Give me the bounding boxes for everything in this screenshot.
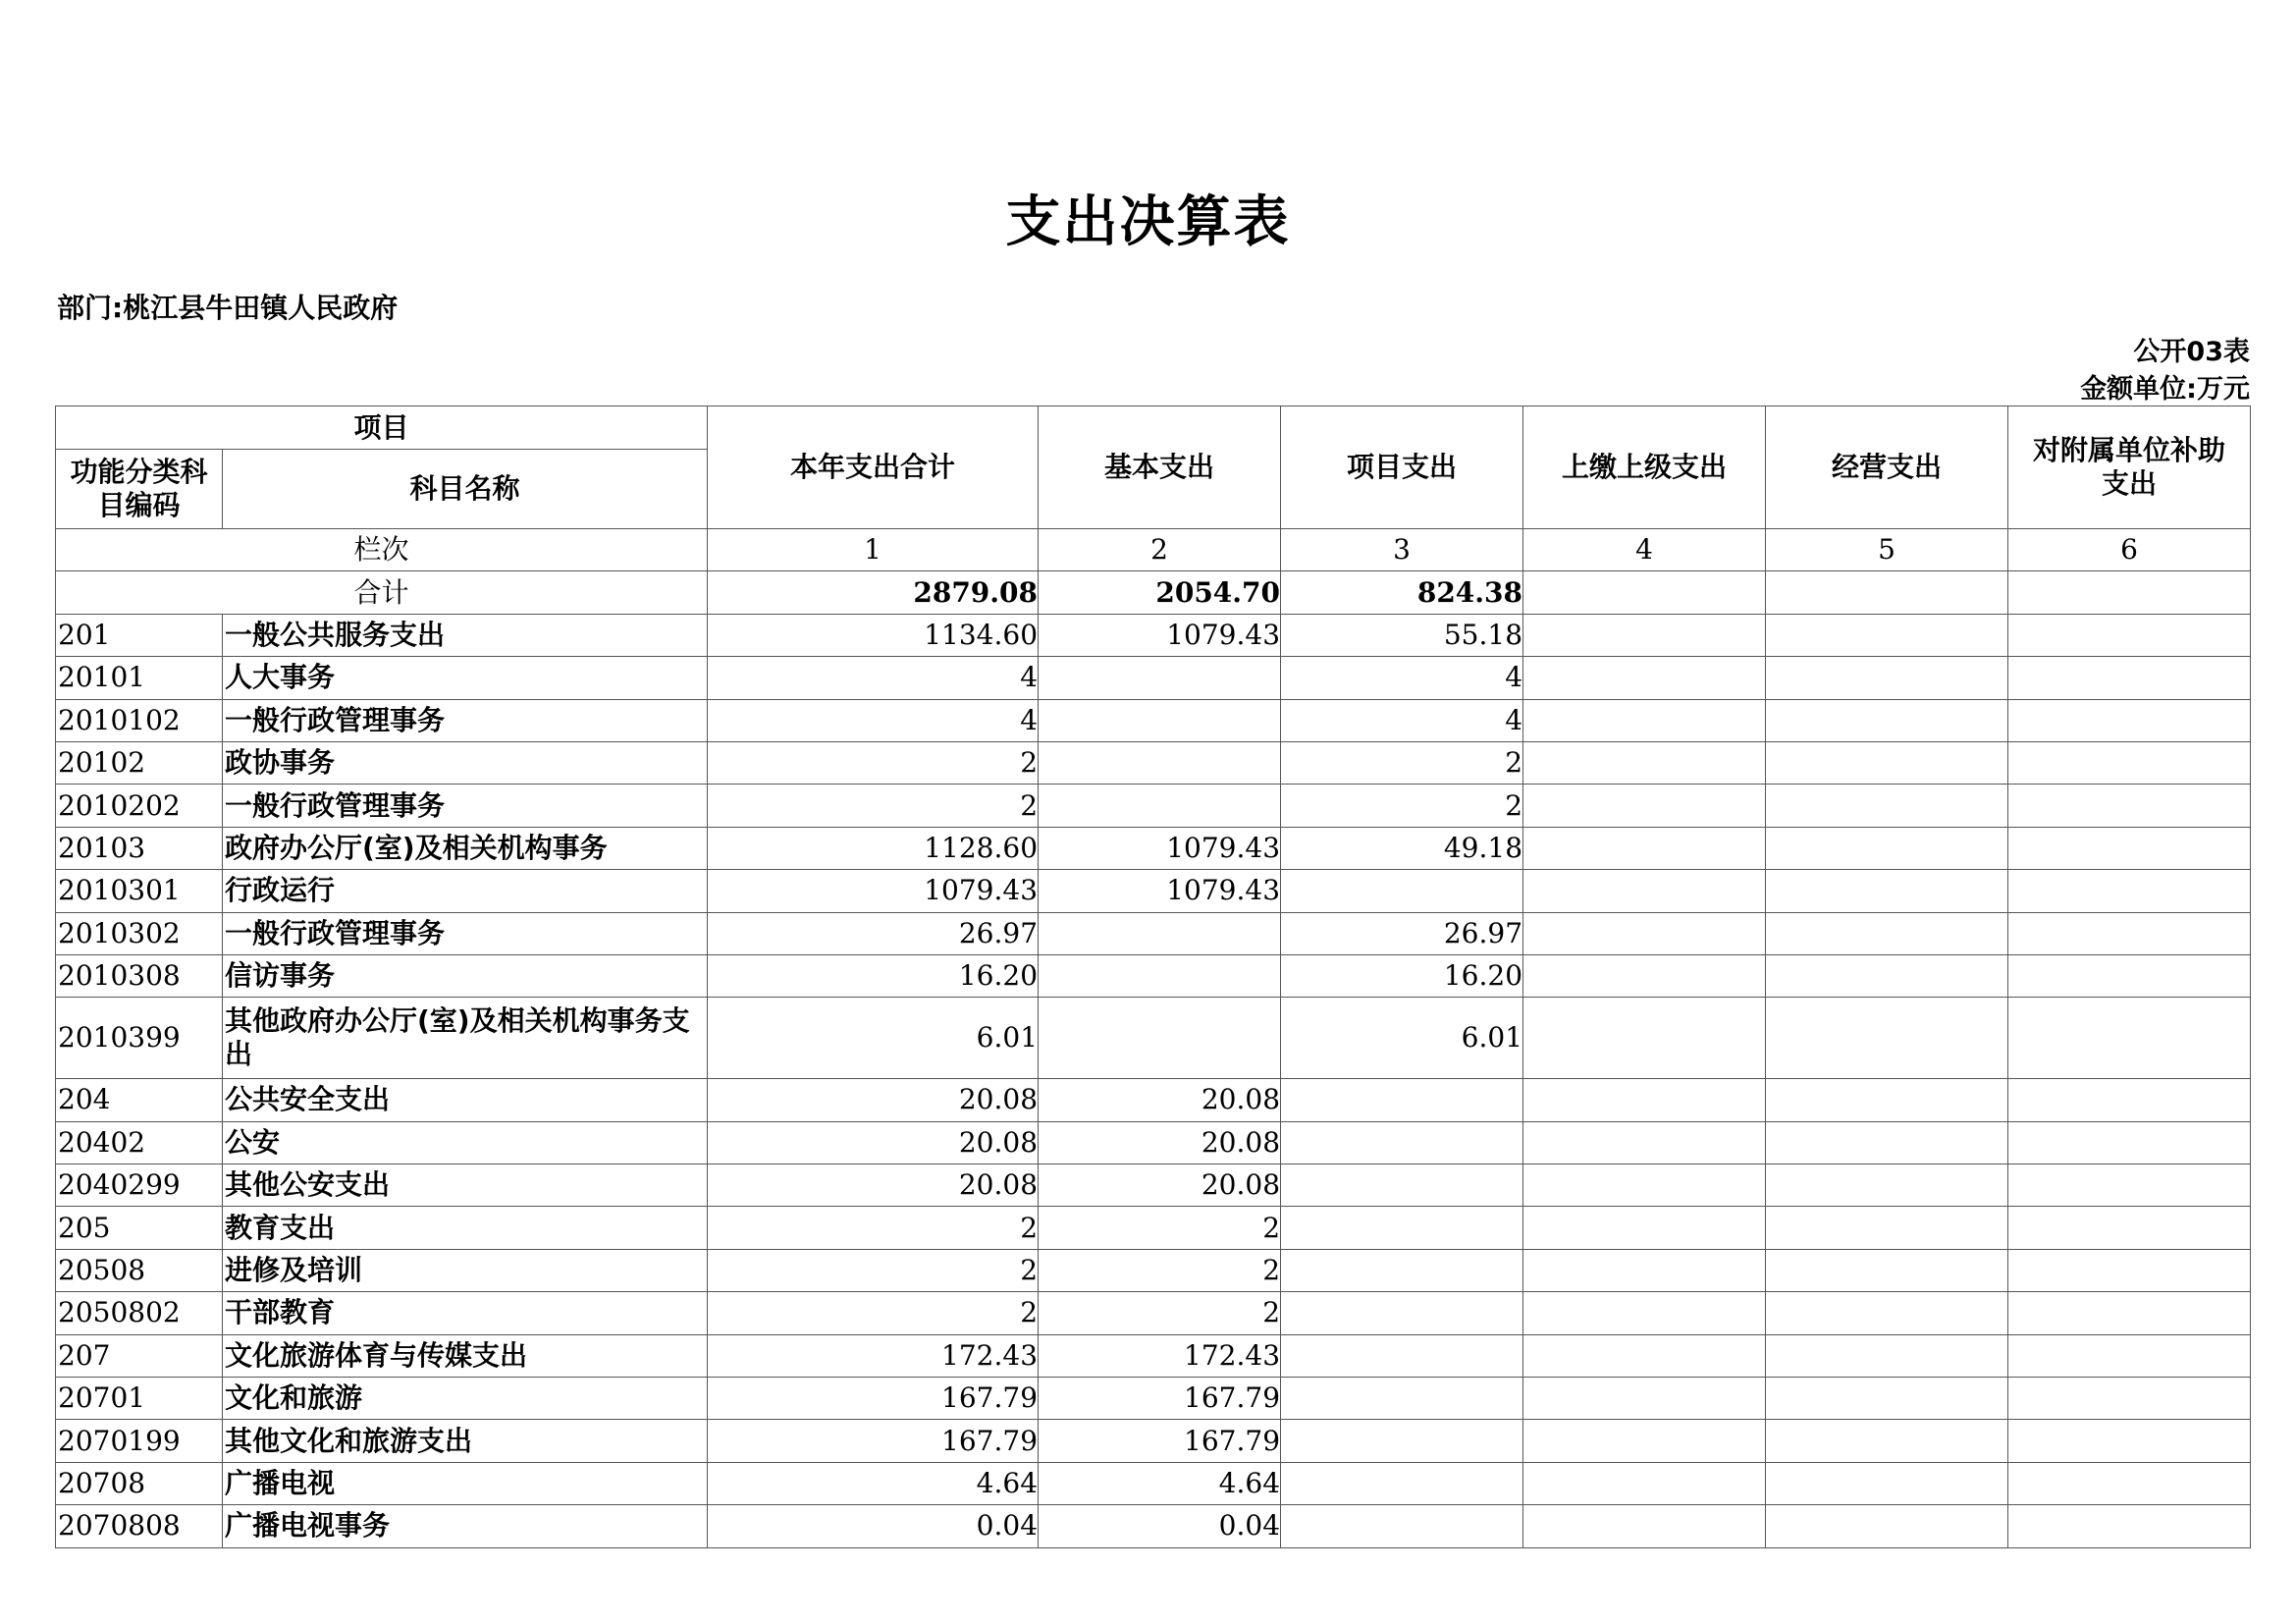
row-value (1766, 657, 2008, 699)
row-value (1523, 912, 1766, 954)
row-value (2008, 785, 2251, 827)
row-value: 2 (708, 1292, 1039, 1334)
header-col-5: 经营支出 (1766, 406, 2008, 529)
table-row (56, 741, 2251, 784)
row-value (1766, 1249, 2008, 1291)
row-value: 1134.60 (708, 614, 1039, 656)
row-code: 2010102 (56, 699, 223, 741)
row-value: 4 (708, 699, 1039, 741)
row-name: 行政运行 (223, 870, 708, 912)
row-code: 20101 (56, 657, 223, 699)
row-value (1281, 1334, 1523, 1377)
row-value (2008, 657, 2251, 699)
table-row (56, 657, 2251, 699)
row-value: 4.64 (708, 1462, 1039, 1504)
table-row (56, 954, 2251, 997)
row-value: 1079.43 (708, 870, 1039, 912)
row-code: 20701 (56, 1378, 223, 1420)
row-value (1281, 1207, 1523, 1249)
row-value (1281, 1420, 1523, 1462)
row-value (1523, 1420, 1766, 1462)
total-label: 合计 (56, 571, 708, 614)
row-value (1523, 1378, 1766, 1420)
row-value (1766, 785, 2008, 827)
row-value: 20.08 (1039, 1079, 1281, 1121)
row-value (1523, 1207, 1766, 1249)
row-code: 2070199 (56, 1420, 223, 1462)
row-value (1281, 1292, 1523, 1334)
header-code: 功能分类科目编码 (56, 450, 223, 529)
row-value (2008, 1164, 2251, 1207)
header-col-2: 基本支出 (1039, 406, 1281, 529)
row-value (1766, 1292, 2008, 1334)
table-row (56, 1505, 2251, 1547)
table-row (56, 1420, 2251, 1462)
row-value (1766, 1378, 2008, 1420)
row-value (2008, 614, 2251, 656)
row-value: 16.20 (708, 954, 1039, 997)
amount-unit: 金额单位:万元 (2080, 374, 2250, 405)
row-value: 167.79 (1039, 1378, 1281, 1420)
row-value (1523, 1121, 1766, 1164)
row-value (1766, 1121, 2008, 1164)
row-value (1281, 1121, 1523, 1164)
row-value (2008, 1121, 2251, 1164)
department-value: 桃江县牛田镇人民政府 (123, 292, 399, 324)
row-value (2008, 1249, 2251, 1291)
row-value (1039, 785, 1281, 827)
row-value (1523, 699, 1766, 741)
row-code: 20402 (56, 1121, 223, 1164)
seq-label: 栏次 (56, 529, 708, 571)
row-value: 20.08 (708, 1164, 1039, 1207)
row-name: 公安 (223, 1121, 708, 1164)
row-value (1523, 1249, 1766, 1291)
row-value (1523, 657, 1766, 699)
row-name: 一般公共服务支出 (223, 614, 708, 656)
row-value: 1079.43 (1039, 870, 1281, 912)
row-value (1523, 954, 1766, 997)
row-value: 172.43 (708, 1334, 1039, 1377)
table-row (56, 785, 2251, 827)
row-code: 2010308 (56, 954, 223, 997)
table-row (56, 1164, 2251, 1207)
header-name: 科目名称 (223, 450, 708, 529)
row-value (1039, 741, 1281, 784)
row-value: 172.43 (1039, 1334, 1281, 1377)
row-code: 205 (56, 1207, 223, 1249)
row-value: 1079.43 (1039, 614, 1281, 656)
row-value (1523, 1164, 1766, 1207)
header-col-3: 项目支出 (1281, 406, 1523, 529)
row-code: 2040299 (56, 1164, 223, 1207)
row-value (1766, 1462, 2008, 1504)
row-value: 4 (708, 657, 1039, 699)
row-value (1766, 912, 2008, 954)
table-row (56, 699, 2251, 741)
total-value: 2054.70 (1039, 571, 1281, 614)
row-value (2008, 699, 2251, 741)
row-value (1523, 1334, 1766, 1377)
row-value: 2 (1039, 1249, 1281, 1291)
row-value (1766, 954, 2008, 997)
table-row (56, 827, 2251, 869)
row-value: 2 (1039, 1292, 1281, 1334)
row-value (1523, 998, 1766, 1079)
row-value: 20.08 (1039, 1164, 1281, 1207)
seq-value: 2 (1039, 529, 1281, 571)
row-value (2008, 1378, 2251, 1420)
row-value (1766, 998, 2008, 1079)
row-value (1523, 1079, 1766, 1121)
seq-value: 6 (2008, 529, 2251, 571)
total-value: 824.38 (1281, 571, 1523, 614)
row-value (1281, 870, 1523, 912)
row-code: 20708 (56, 1462, 223, 1504)
row-name: 广播电视事务 (223, 1505, 708, 1547)
row-value (1766, 1505, 2008, 1547)
row-name: 一般行政管理事务 (223, 699, 708, 741)
row-value: 2 (1281, 741, 1523, 784)
row-code: 2070808 (56, 1505, 223, 1547)
row-value: 6.01 (708, 998, 1039, 1079)
table-row (56, 912, 2251, 954)
total-value: 2879.08 (708, 571, 1039, 614)
row-value: 167.79 (708, 1378, 1039, 1420)
seq-value: 5 (1766, 529, 2008, 571)
row-value (1766, 699, 2008, 741)
row-value: 1128.60 (708, 827, 1039, 869)
row-code: 2050802 (56, 1292, 223, 1334)
row-value: 2 (708, 741, 1039, 784)
row-value (1523, 741, 1766, 784)
row-value: 167.79 (708, 1420, 1039, 1462)
row-value: 20.08 (1039, 1121, 1281, 1164)
table-row (56, 1079, 2251, 1121)
table-row (56, 1207, 2251, 1249)
row-value (2008, 1207, 2251, 1249)
row-value: 6.01 (1281, 998, 1523, 1079)
header-col-6: 对附属单位补助支出 (2008, 406, 2251, 529)
row-code: 2010399 (56, 998, 223, 1079)
row-value (1766, 1420, 2008, 1462)
row-value: 2 (708, 1249, 1039, 1291)
row-value: 55.18 (1281, 614, 1523, 656)
table-row (56, 1334, 2251, 1377)
row-value (2008, 1334, 2251, 1377)
row-name: 其他公安支出 (223, 1164, 708, 1207)
row-value: 167.79 (1039, 1420, 1281, 1462)
row-value (1766, 870, 2008, 912)
page-title: 支出决算表 (1005, 190, 1291, 254)
row-value (2008, 954, 2251, 997)
row-name: 公共安全支出 (223, 1079, 708, 1121)
table-row (56, 870, 2251, 912)
row-value (1523, 870, 1766, 912)
row-name: 其他文化和旅游支出 (223, 1420, 708, 1462)
row-code: 2010301 (56, 870, 223, 912)
header-col-4: 上缴上级支出 (1523, 406, 1766, 529)
row-value: 0.04 (708, 1505, 1039, 1547)
row-value (1281, 1164, 1523, 1207)
row-value: 4 (1281, 657, 1523, 699)
row-value (1523, 827, 1766, 869)
row-code: 204 (56, 1079, 223, 1121)
row-value (1039, 954, 1281, 997)
row-name: 其他政府办公厅(室)及相关机构事务支出 (223, 998, 708, 1079)
row-name: 一般行政管理事务 (223, 785, 708, 827)
table-row (56, 1378, 2251, 1420)
row-value (2008, 870, 2251, 912)
row-value: 26.97 (1281, 912, 1523, 954)
table-row (56, 1462, 2251, 1504)
row-value: 2 (1281, 785, 1523, 827)
table-row (56, 1292, 2251, 1334)
row-code: 20508 (56, 1249, 223, 1291)
row-value (1281, 1505, 1523, 1547)
row-code: 20102 (56, 741, 223, 784)
row-value (2008, 1505, 2251, 1547)
table-row (56, 614, 2251, 656)
row-name: 政府办公厅(室)及相关机构事务 (223, 827, 708, 869)
row-name: 文化和旅游 (223, 1378, 708, 1420)
row-value (1766, 741, 2008, 784)
row-value: 2 (1039, 1207, 1281, 1249)
row-value: 1079.43 (1039, 827, 1281, 869)
row-value (1523, 1292, 1766, 1334)
row-value (1523, 614, 1766, 656)
column-index-row (56, 529, 2251, 571)
row-value (1281, 1249, 1523, 1291)
row-name: 教育支出 (223, 1207, 708, 1249)
row-name: 进修及培训 (223, 1249, 708, 1291)
row-value (1281, 1378, 1523, 1420)
row-name: 文化旅游体育与传媒支出 (223, 1334, 708, 1377)
header-col-1: 本年支出合计 (708, 406, 1039, 529)
row-name: 人大事务 (223, 657, 708, 699)
row-value: 20.08 (708, 1121, 1039, 1164)
row-value (2008, 1292, 2251, 1334)
total-value (1766, 571, 2008, 614)
department-line (57, 287, 398, 326)
row-code: 201 (56, 614, 223, 656)
row-value (2008, 827, 2251, 869)
row-value (1766, 827, 2008, 869)
row-value (1039, 699, 1281, 741)
row-value (1766, 1207, 2008, 1249)
row-value (1766, 1164, 2008, 1207)
row-name: 政协事务 (223, 741, 708, 784)
department-label: 部门: (57, 292, 124, 324)
row-value: 2 (708, 1207, 1039, 1249)
table-row (56, 998, 2251, 1079)
row-value (2008, 912, 2251, 954)
row-code: 2010302 (56, 912, 223, 954)
row-name: 广播电视 (223, 1462, 708, 1504)
seq-value: 3 (1281, 529, 1523, 571)
row-name: 信访事务 (223, 954, 708, 997)
row-value (1766, 1079, 2008, 1121)
header-project: 项目 (56, 406, 708, 450)
seq-value: 1 (708, 529, 1039, 571)
seq-value: 4 (1523, 529, 1766, 571)
row-value (1039, 912, 1281, 954)
row-code: 2010202 (56, 785, 223, 827)
row-value: 4 (1281, 699, 1523, 741)
row-value (1281, 1079, 1523, 1121)
row-value (2008, 1462, 2251, 1504)
row-value: 26.97 (708, 912, 1039, 954)
row-value (1281, 1462, 1523, 1504)
row-value: 4.64 (1039, 1462, 1281, 1504)
row-value: 2 (708, 785, 1039, 827)
row-value: 16.20 (1281, 954, 1523, 997)
expenditure-table (55, 406, 2251, 1548)
row-value: 49.18 (1281, 827, 1523, 869)
row-value (2008, 1420, 2251, 1462)
row-name: 干部教育 (223, 1292, 708, 1334)
row-value (2008, 998, 2251, 1079)
row-value (1523, 1462, 1766, 1504)
row-value (1523, 1505, 1766, 1547)
total-row (56, 571, 2251, 614)
table-row (56, 1121, 2251, 1164)
row-code: 20103 (56, 827, 223, 869)
row-name: 一般行政管理事务 (223, 912, 708, 954)
row-value (2008, 1079, 2251, 1121)
row-value (1766, 1334, 2008, 1377)
row-value (2008, 741, 2251, 784)
form-number: 公开03表 (2133, 337, 2250, 367)
row-value: 0.04 (1039, 1505, 1281, 1547)
row-value (1039, 657, 1281, 699)
total-value (2008, 571, 2251, 614)
row-value (1523, 785, 1766, 827)
row-code: 207 (56, 1334, 223, 1377)
total-value (1523, 571, 1766, 614)
row-value (1039, 998, 1281, 1079)
row-value: 20.08 (708, 1079, 1039, 1121)
table-row (56, 1249, 2251, 1291)
row-value (1766, 614, 2008, 656)
